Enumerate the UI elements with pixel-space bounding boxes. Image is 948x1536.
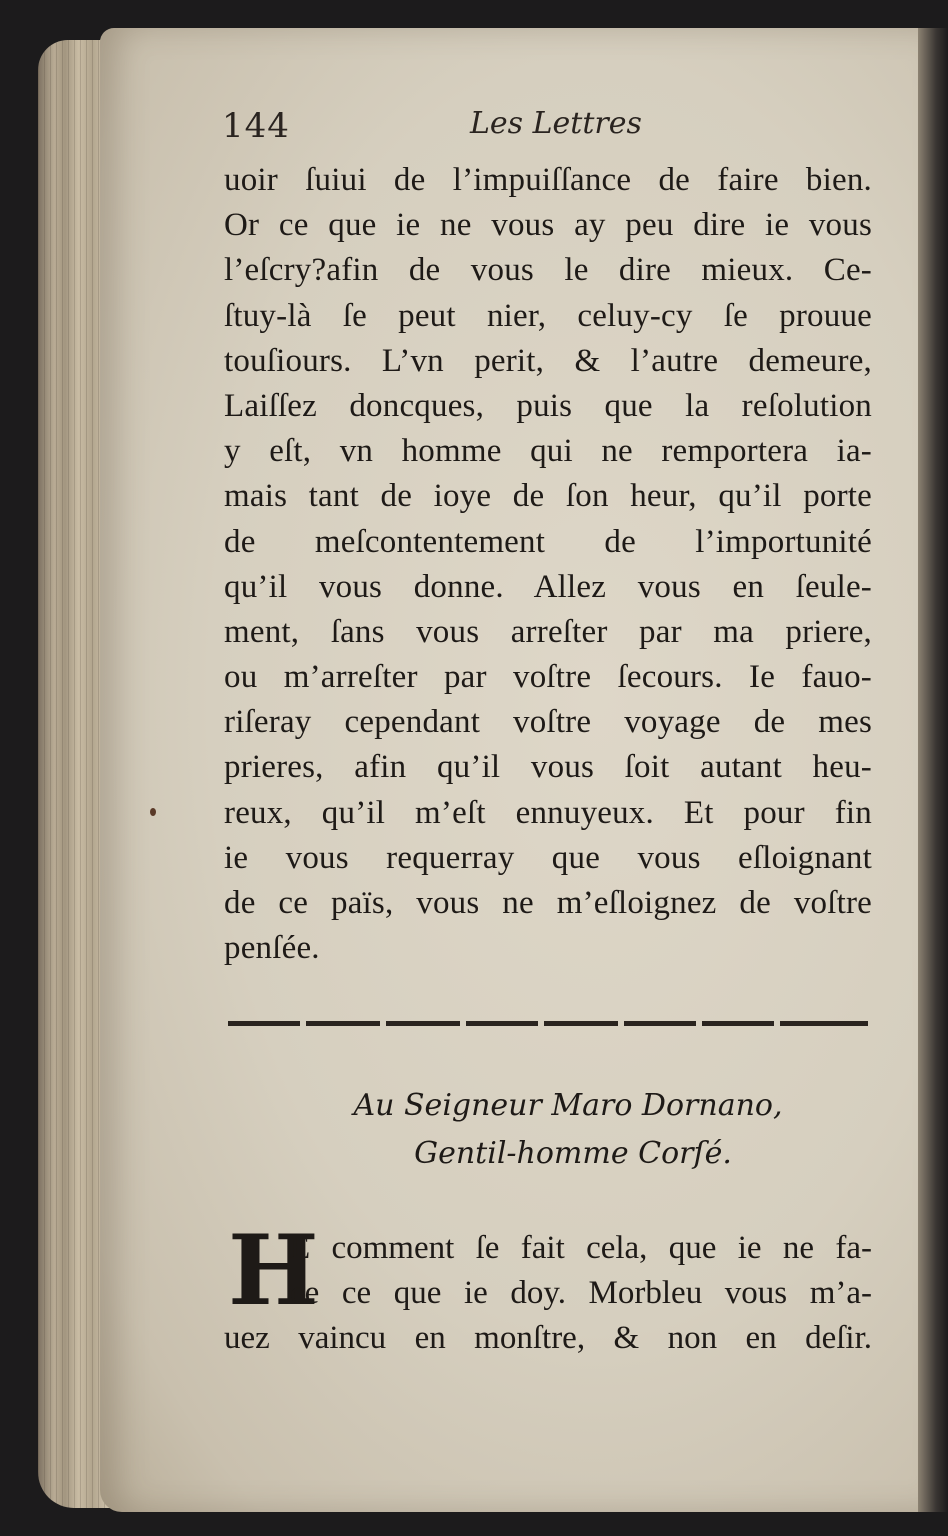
text-line: riſeray cependant voſtre voyage de mes (224, 704, 872, 741)
text-line: touſiours. L’vn perit, & l’autre demeure, (224, 342, 872, 379)
text-line: ment, ſans vous arreſter par ma priere, (224, 613, 872, 650)
rule-icon (228, 1018, 868, 1030)
page-number: 144 (222, 106, 290, 146)
text-line: uoir ſuiui de l’impuiſſance de faire bien. (224, 162, 872, 198)
letter-opening (224, 1214, 872, 1366)
body-text (224, 158, 872, 971)
text-line: ou m’arreſter par voſtre ſecours. Ie fauo- (224, 659, 872, 696)
heading-title: Gentil-homme Corſé. (414, 1136, 732, 1171)
ink-spot (150, 808, 156, 816)
ornamental-rule (228, 1018, 868, 1030)
running-head (222, 106, 652, 146)
text-line: ie vous requerray que vous eſloignant (224, 839, 872, 876)
text-line: l’eſcry?afin de vous le dire mieux. Ce- (224, 252, 872, 289)
text-line: Or ce que ie ne vous ay peu dire ie vous (224, 207, 872, 244)
text-line: penſée. (224, 930, 320, 967)
text-line: y eſt, vn homme qui ne remportera ia- (224, 433, 872, 470)
text-line: ſtuy-là ſe peut nier, celuy-cy ſe prouue (224, 297, 872, 334)
text-line: reux, qu’il m’eſt ennuyeux. Et pour fin (224, 794, 872, 831)
text-line: de ce païs, vous ne m’eſloignez de voſtre (224, 885, 872, 921)
text-line: mais tant de ioye de ſon heur, qu’il porte (224, 478, 872, 515)
letter-line: E comment ſe fait cela, que ie ne fa- (290, 1230, 872, 1266)
letter-line: ce ce que ie doy. Morbleu vous m’a- (290, 1275, 872, 1311)
drop-capital: H (228, 1214, 319, 1327)
letter-line: uez vaincu en monſtre, & non en deſir. (224, 1320, 872, 1356)
letter-heading (224, 1082, 872, 1178)
text-line: de meſcontentement de l’importunité (224, 523, 872, 560)
running-title: Les Lettres (470, 106, 642, 141)
text-line: qu’il vous donne. Allez vous en ſeule- (224, 568, 872, 605)
text-line: Laiſſez doncques, puis que la reſolution (224, 387, 872, 424)
text-line: prieres, afin qu’il vous ſoit autant heu- (224, 749, 872, 786)
binding-gutter (918, 28, 948, 1512)
heading-addressee: Au Seigneur Maro Dornano, (353, 1088, 783, 1123)
